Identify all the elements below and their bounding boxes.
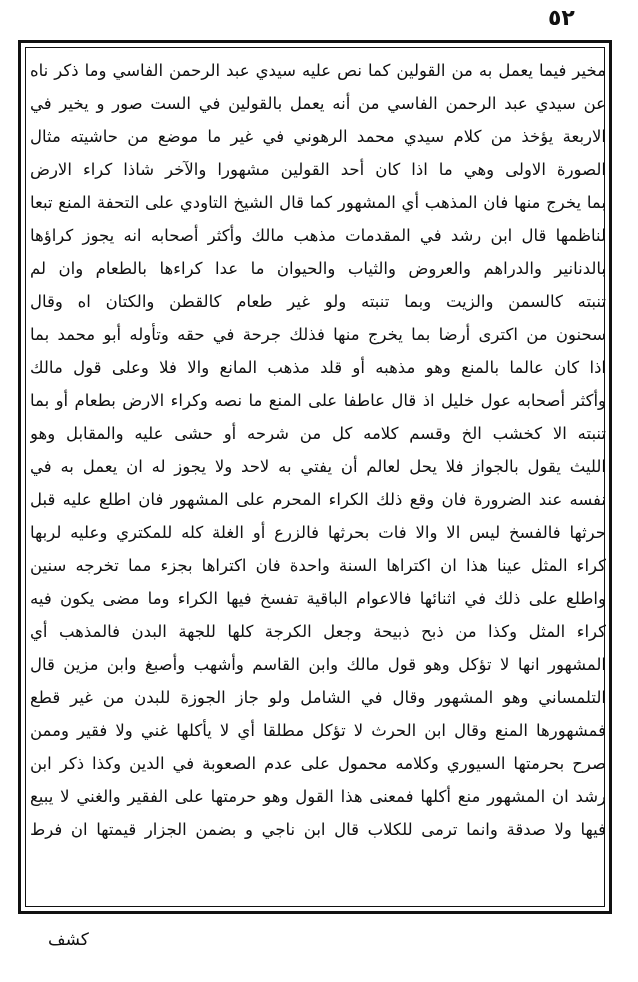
catchword: كشف — [48, 930, 89, 950]
text-line: نفسه عند الضرورة فان وقع ذلك الكراء المحرم على المشهور فان اطلع عليه قبل — [30, 490, 606, 509]
text-line: الصورة الاولى وهي ما اذا كان أحد القولين مشهورا والآخر شاذا كراء الارض — [30, 160, 606, 179]
text-line: كراء المثل عينا هذا ان اكتراها السنة واحدة فان اكتراها بجزء مما تخرجه سنين — [30, 556, 606, 575]
text-line: رشد ان المشهور منع أكلها فمعنى هذا القول وهو حرمتها على الفقير والغني لا يبيع — [30, 787, 606, 806]
text-line: سحنون من اكترى أرضا بما يخرج منها فذلك جرحة في حقه وتأوله أبو محمد بما — [30, 325, 606, 344]
text-line: حرثها فالفسخ ليس الا والا فات بحرثها فالزرع أو الغلة كله للمكتري وعليه لربها — [30, 523, 606, 542]
text-line: مخير فيما يعمل به من القولين كما نص عليه سيدي عبد الرحمن الفاسي وما ذكر ناه — [30, 61, 606, 80]
text-line: الاربعة يؤخذ من كلام سيدي محمد الرهوني في غير ما موضع من حاشيته مثال — [30, 127, 606, 146]
text-line: تنبته كالسمن والزيت وبما تنبته ولو غير طعام كالقطن والكتان اه وقال — [30, 292, 606, 311]
text-line: تنبته الا كخشب الخ وقسم كلامه كل من شرحه أو حشى عليه والمقابل وهو — [30, 424, 606, 443]
text-body — [30, 54, 606, 906]
text-line: كراء المثل وكذا من ذبح ذبيحة وجعل الكرجة كلها للجهة البدن فالمذهب أي — [30, 622, 606, 641]
text-line: فيها ولا صدقة وانما ترمى للكلاب قال ابن ناجي و بضمن الجزار قيمتها ان فرط — [30, 820, 606, 839]
text-line: وأكثر أصحابه عول خليل اذ قال عاطفا على المنع ما نصه وكراء الارض بطعام أو بما — [30, 391, 606, 410]
page-number: ٥٢ — [548, 6, 575, 31]
text-line: لناظمها قال ابن رشد في المقدمات مذهب مالك وأكثر أصحابه انه يجوز كراؤها — [30, 226, 606, 245]
text-line: فمشهورها المنع وقال ابن الحرث لا تؤكل مطلقا أي لا يأكلها غني ولا فقير وممن — [30, 721, 606, 740]
text-line: اذا كان عالما بالمنع وهو مذهبه أو قلد مذهب المانع والا فلا وعلى قول مالك — [30, 358, 606, 377]
text-line: التلمساني وهو المشهور وقال في الشامل ولو جاز الجوزة للبدن من غير قطع — [30, 688, 606, 707]
text-line: عن سيدي عبد الرحمن الفاسي من أنه يعمل بالقولين في الست صور و يخير في — [30, 94, 606, 113]
text-line: صرح بحرمتها السيوري وكلامه محمول على عدم الصعوبة في الدين وكذا ذكر ابن — [30, 754, 606, 773]
text-line: بما يخرج منها فان المذهب أي المشهور كما قال الشيخ التاودي على التحفة المنع تبعا — [30, 193, 606, 212]
text-line: واطلع على ذلك في اثنائها فالاعوام الباقية تفسخ فيها الكراء وما مضى يكون فيه — [30, 589, 606, 608]
text-line: بالدنانير والدراهم والعروض والثياب والحيوان ما عدا كراءها بالطعام وان لم — [30, 259, 606, 278]
text-line: الليث يقول بالجواز فلا يحل لعالم أن يفتي به لاحد ولا يجوز له ان يعمل به في — [30, 457, 606, 476]
text-line: المشهور انها لا تؤكل وهو قول مالك وابن القاسم وأشهب وأصبغ وابن مزين قال — [30, 655, 606, 674]
